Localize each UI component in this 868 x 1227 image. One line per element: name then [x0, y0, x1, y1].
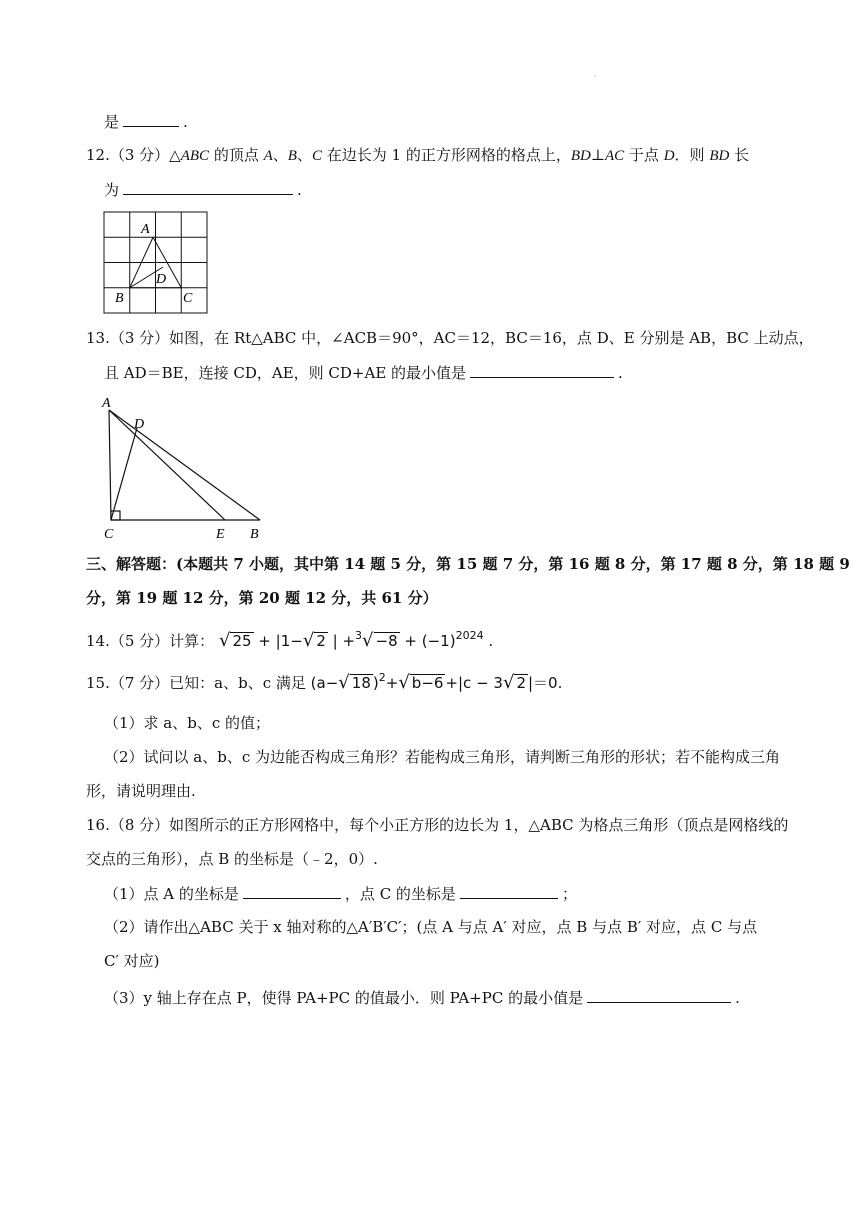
answer-blank-c[interactable] — [460, 882, 558, 899]
q13-line2: 且 AD＝BE，连接 CD，AE，则 CD+AE 的最小值是 . — [104, 361, 623, 384]
label-D: D — [134, 417, 145, 432]
page-dot: · — [594, 72, 597, 81]
q16-sub2: （2）请作出△ABC 关于 x 轴对称的△A′B′C′；(点 A 与点 A′ 对应，点 B 与点 B′ 对应，点 C 与点 — [104, 918, 758, 936]
label-C: C — [183, 291, 193, 306]
answer-blank[interactable] — [587, 986, 731, 1003]
q14-expression: √ 25 + |1−√ 2 | $+^3√ -8 + (-1)^{2024}$ — [218, 629, 484, 651]
section-3-heading: 三、解答题：(本题共 7 小题，其中第 14 题 5 分，第 15 题 7 分，第 16 题 8 分，第 17 题 8 分，第 18 题 9 — [86, 555, 850, 573]
q13-line1: 13.（3 分）如图，在 Rt△ABC 中，∠ACB＝90°，AC＝12，BC＝16，点 D、E 分别是 AB，BC 上动点， — [86, 329, 814, 347]
label-B: B — [115, 291, 124, 306]
q12-line1: 12.（3 分）△ABC 的顶点 A、B、C 在边长为 1 的正方形网格的格点上，BD⊥AC 于点 D．则 BD 长 — [86, 146, 750, 164]
answer-blank[interactable] — [123, 178, 293, 195]
q11-tail: 是 . — [104, 110, 188, 133]
label-A: A — [102, 396, 111, 411]
label-A: A — [141, 222, 150, 237]
q13-triangle-figure — [100, 392, 270, 542]
q12-line2: 为 . — [104, 178, 302, 201]
label-D: D — [156, 272, 167, 287]
q16-line1: 16.（8 分）如图所示的正方形网格中，每个小正方形的边长为 1，△ABC 为格点三角形（顶点是网格线的 — [86, 816, 789, 834]
q15-sub2: （2）试问以 a、b、c 为边能否构成三角形？若能构成三角形，请判断三角形的形状；若不能构成三角 — [104, 748, 781, 766]
label-C: C — [104, 527, 114, 542]
q15-equation: (a−√ 18 )$^2$+√ b−6 +|c − 3√ 2 |＝0. — [310, 671, 563, 693]
q15-sub1: （1）求 a、b、c 的值； — [104, 714, 271, 732]
label-E: E — [216, 527, 225, 542]
q15-line1: 15.（7 分）已知：a、b、c 满足 (a−√ 18 )$^2$+√ b−6 +|c − 3√ 2 |＝0. — [86, 671, 563, 693]
answer-blank-a[interactable] — [243, 882, 341, 899]
answer-blank[interactable] — [123, 110, 179, 127]
q16-line2: 交点的三角形），点 B 的坐标是（﹣2，0）. — [86, 850, 378, 868]
q15-sub2-cont: 形，请说明理由. — [86, 782, 196, 800]
answer-blank[interactable] — [470, 361, 614, 378]
label-B: B — [250, 527, 259, 542]
q16-sub1: （1）点 A 的坐标是 ，点 C 的坐标是 ； — [104, 882, 577, 905]
section-3-heading-cont: 分，第 19 题 12 分，第 20 题 12 分，共 61 分） — [86, 589, 438, 607]
q14: 14.（5 分）计算： √ 25 + |1−√ 2 | $+^3√ -8 + (-1)^{2024}$ . — [86, 629, 494, 651]
q16-sub2-cont: C′ 对应) — [104, 952, 160, 970]
q12-grid-figure — [103, 211, 209, 315]
q16-sub3: （3）y 轴上存在点 P，使得 PA+PC 的值最小．则 PA+PC 的最小值是 . — [104, 986, 740, 1009]
